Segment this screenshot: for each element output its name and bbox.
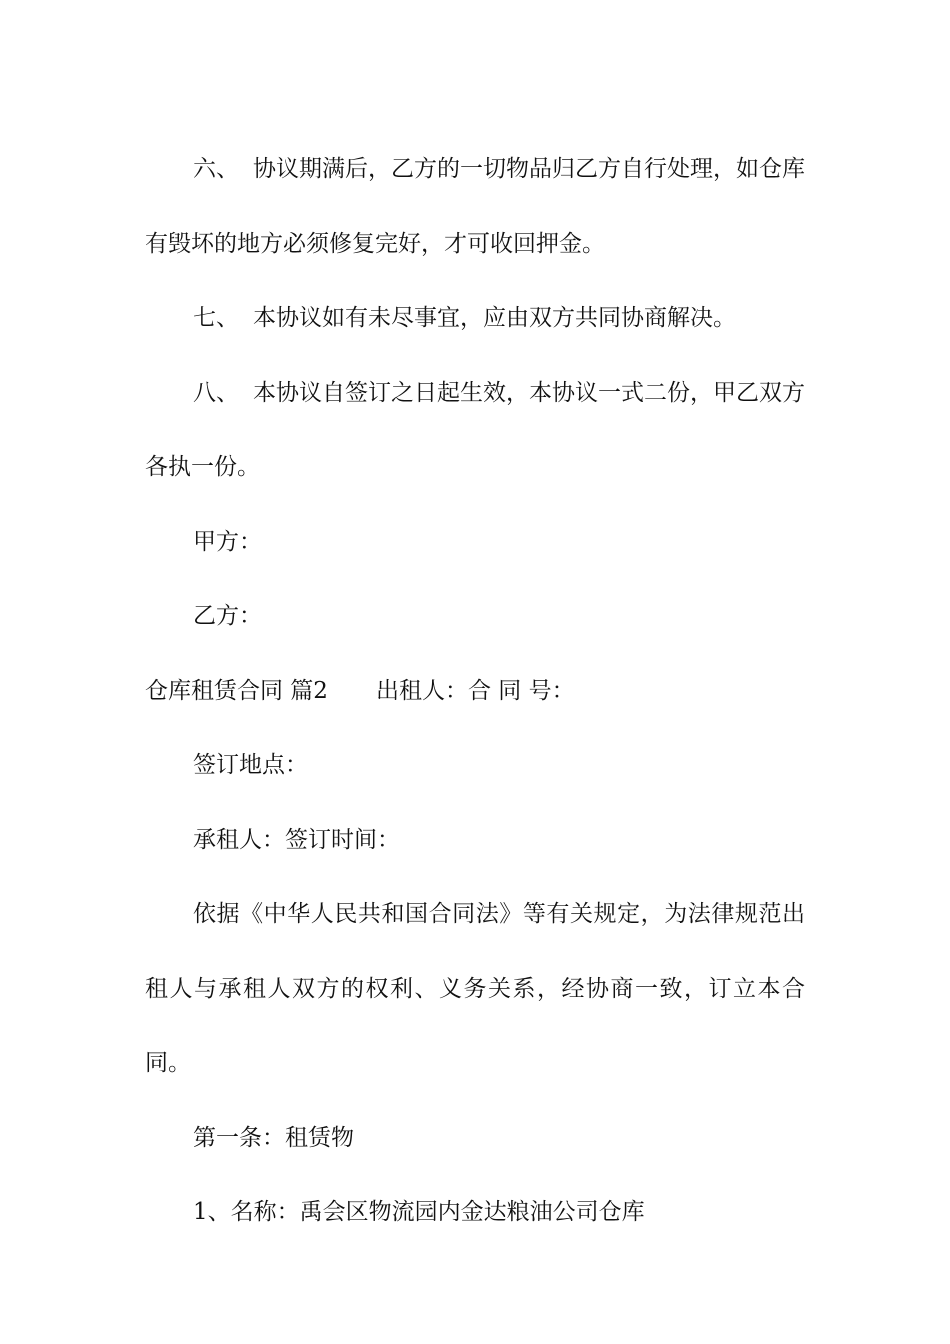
clause-seven	[145, 281, 805, 356]
signing-place-line: 签订地点：	[193, 752, 308, 778]
clause-eight	[145, 356, 805, 505]
item-name-line: 1、名称：禹会区物流园内金达粮油公司仓库	[193, 1199, 645, 1225]
clause-number: 八、	[193, 379, 239, 406]
article-one-heading: 第一条：租赁物	[193, 1124, 354, 1151]
party-a-line: 甲方：	[193, 528, 262, 555]
party-b-line: 乙方：	[193, 603, 262, 629]
clause-six	[145, 132, 805, 281]
lessee-signing-time-line: 承租人：签订时间：	[193, 826, 400, 853]
clause-number: 七、	[193, 305, 239, 331]
contract-title-line	[145, 654, 805, 729]
document-body	[145, 132, 805, 1250]
clause-text: 本协议自签订之日起生效，本协议一式二份，甲乙双方各执一份。	[145, 379, 805, 480]
preamble-paragraph: 依据《中华人民共和国合同法》等有关规定，为法律规范出租人与承租人双方的权利、义务关系，经协商一致，订立本合同。	[145, 901, 805, 1076]
clause-number: 六、	[193, 156, 239, 182]
lessor-contract-no: 出租人：合 同 号：	[375, 677, 575, 704]
clause-text: 本协议如有未尽事宜，应由双方共同协商解决。	[253, 305, 736, 331]
clause-text: 协议期满后，乙方的一切物品归乙方自行处理，如仓库有毁坏的地方必须修复完好，才可收回押金。	[145, 156, 805, 257]
contract-title: 仓库租赁合同 篇2	[145, 677, 328, 704]
